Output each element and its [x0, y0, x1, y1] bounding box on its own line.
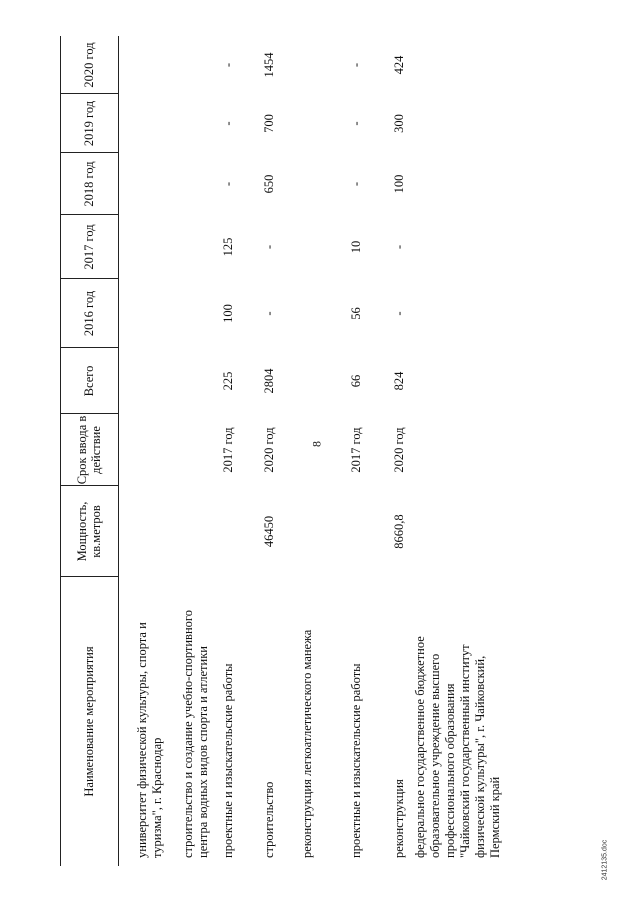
footer-document-code: 2412135.doc [601, 839, 609, 881]
header-term: Срок ввода в действие [74, 415, 103, 485]
table-top-rule [60, 36, 61, 866]
row-name: реконструкция легкоатлетического манежа [300, 629, 314, 858]
row-name: строительство [262, 781, 276, 858]
row-2019: - [349, 121, 363, 126]
header-capacity: Мощность, кв.метров [74, 501, 103, 562]
header-2017: 2017 год [81, 224, 96, 270]
row-2016: - [262, 311, 276, 316]
row-term: 2017 год [221, 427, 235, 473]
row-2017: 125 [221, 237, 235, 257]
header-name: Наименование мероприятия [81, 646, 96, 797]
row-2019: 300 [392, 114, 406, 133]
header-2019: 2019 год [81, 100, 96, 147]
header-2016: 2016 год [81, 290, 96, 337]
page-number: 8 [309, 441, 324, 447]
row-total: 824 [392, 371, 406, 391]
row-2020: 1454 [262, 52, 276, 78]
row-2019: - [221, 121, 235, 126]
row-name: проектные и изыскательские работы [349, 663, 363, 858]
row-2016: 100 [221, 304, 235, 323]
row-capacity: 46450 [262, 515, 276, 548]
row-name: федеральное государственное бюджетное образовательное учреждение высшего профессионального образования "Чайковский государственный институт физической культуры", г. Чайковский, Пермский край [413, 636, 502, 858]
header-2020: 2020 год [81, 42, 96, 88]
row-2017: - [262, 244, 276, 250]
row-2017: 10 [349, 240, 363, 254]
row-2016: 56 [349, 307, 363, 320]
row-name: реконструкция [392, 779, 406, 858]
investment-table [60, 36, 580, 866]
row-name: строительство и создание учебно-спортивного центра водных видов спорта и атлетики [181, 610, 210, 858]
row-total: 2804 [262, 368, 276, 394]
row-2016: - [392, 311, 406, 316]
row-name: университет физической культуры, спорта и туризма", г. Краснодар [135, 622, 164, 858]
row-name: проектные и изыскательские работы [221, 663, 235, 858]
row-2018: 100 [392, 174, 406, 194]
row-2020: - [349, 62, 363, 68]
row-total: 225 [221, 371, 235, 391]
row-term: 2020 год [262, 427, 276, 473]
row-2018: 650 [262, 174, 276, 194]
header-bottom-rule [118, 36, 119, 866]
row-capacity: 8660,8 [392, 514, 406, 549]
row-2019: 700 [262, 114, 276, 133]
row-2020: 424 [392, 55, 406, 75]
header-2018: 2018 год [81, 161, 96, 207]
row-2020: - [221, 62, 235, 68]
row-total: 66 [349, 374, 363, 388]
row-2018: - [349, 181, 363, 187]
row-2017: - [392, 244, 406, 250]
row-term: 2020 год [392, 427, 406, 473]
row-2018: - [221, 181, 235, 187]
header-total: Всего [81, 365, 96, 397]
row-term: 2017 год [349, 427, 363, 473]
